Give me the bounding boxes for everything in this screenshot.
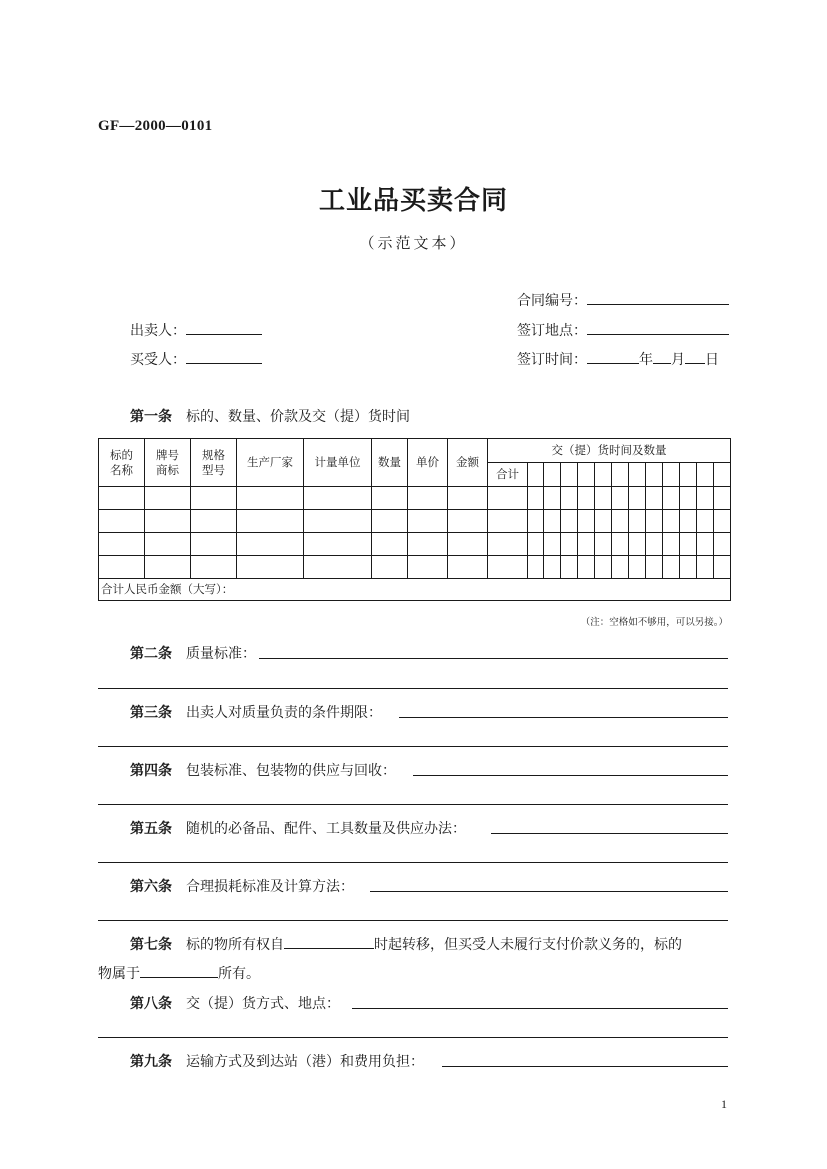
article-2-blank[interactable]: [259, 658, 728, 659]
table-cell[interactable]: [697, 510, 714, 533]
article-4: [130, 760, 396, 780]
table-cell[interactable]: [448, 487, 488, 510]
table-cell: [680, 463, 697, 487]
table-cell[interactable]: [544, 510, 561, 533]
article-4-text: 包装标准、包装物的供应与回收：: [186, 763, 396, 779]
article-4-blank-line-2[interactable]: [98, 804, 728, 805]
article-5: [130, 818, 466, 838]
article-9: [130, 1051, 424, 1071]
table-cell: [578, 463, 595, 487]
article-8-blank[interactable]: [352, 1008, 728, 1009]
article-7-continued: [98, 963, 260, 983]
table-cell[interactable]: [646, 556, 663, 579]
table-cell[interactable]: [680, 533, 697, 556]
table-cell[interactable]: [697, 487, 714, 510]
table-cell[interactable]: [448, 510, 488, 533]
table-cell[interactable]: [304, 533, 372, 556]
table-cell[interactable]: [629, 487, 646, 510]
table-cell[interactable]: [191, 556, 237, 579]
header-name: 标的 名称: [99, 439, 145, 487]
table-cell[interactable]: [528, 533, 544, 556]
table-cell[interactable]: [544, 556, 561, 579]
seller-field: [130, 320, 262, 340]
contract-number-blank[interactable]: [587, 290, 729, 305]
article-6-number: 第六条: [130, 879, 172, 895]
total-rmb-row[interactable]: 合计人民币金额（大写）：: [99, 579, 731, 601]
table-cell[interactable]: [561, 510, 578, 533]
article-2-number: 第二条: [130, 646, 172, 662]
table-cell[interactable]: [663, 556, 680, 579]
table-cell[interactable]: [578, 556, 595, 579]
table-cell[interactable]: [191, 510, 237, 533]
article-6-blank[interactable]: [370, 891, 728, 892]
sign-place-label: 签订地点：: [517, 323, 587, 339]
table-cell[interactable]: [99, 556, 145, 579]
article-6-text: 合理损耗标准及计算方法：: [186, 879, 354, 895]
month-label: 月: [671, 352, 685, 368]
article-1: [130, 406, 410, 426]
table-cell[interactable]: [663, 487, 680, 510]
table-cell: [561, 463, 578, 487]
table-cell[interactable]: [663, 533, 680, 556]
article-7-text-1: 标的物所有权自: [186, 937, 284, 953]
table-cell[interactable]: [595, 556, 612, 579]
table-cell[interactable]: [372, 487, 408, 510]
table-cell[interactable]: [408, 510, 448, 533]
table-cell[interactable]: [612, 510, 629, 533]
table-cell[interactable]: [561, 533, 578, 556]
table-cell[interactable]: [528, 487, 544, 510]
buyer-label: 买受人：: [130, 352, 186, 368]
article-1-text: 标的、数量、价款及交（提）货时间: [186, 409, 410, 425]
article-4-number: 第四条: [130, 763, 172, 779]
table-cell[interactable]: [372, 556, 408, 579]
table-cell: [663, 463, 680, 487]
buyer-field: [130, 349, 262, 369]
article-6-blank-line-2[interactable]: [98, 920, 728, 921]
table-row: [99, 556, 731, 579]
table-cell[interactable]: [145, 487, 191, 510]
table-cell[interactable]: [408, 556, 448, 579]
table-cell[interactable]: [237, 556, 304, 579]
article-7: [130, 934, 682, 954]
article-5-text: 随机的必备品、配件、工具数量及供应办法：: [186, 821, 466, 837]
article-7-text-4: 所有。: [218, 966, 260, 982]
sign-day-blank[interactable]: [685, 349, 705, 364]
seller-blank[interactable]: [186, 320, 262, 335]
article-1-number: 第一条: [130, 409, 172, 425]
seller-label: 出卖人：: [130, 323, 186, 339]
table-cell[interactable]: [612, 556, 629, 579]
table-cell: [697, 463, 714, 487]
table-cell[interactable]: [528, 510, 544, 533]
day-label: 日: [705, 352, 719, 368]
article-8: [130, 993, 340, 1013]
header-amount: 金额: [448, 439, 488, 487]
table-cell[interactable]: [680, 510, 697, 533]
table-cell[interactable]: [528, 556, 544, 579]
table-cell[interactable]: [191, 487, 237, 510]
header-price: 单价: [408, 439, 448, 487]
table-cell[interactable]: [629, 533, 646, 556]
table-cell[interactable]: [145, 510, 191, 533]
table-cell[interactable]: [304, 510, 372, 533]
table-row: [99, 487, 731, 510]
table-cell[interactable]: [595, 487, 612, 510]
article-5-blank[interactable]: [491, 833, 728, 834]
table-cell[interactable]: [237, 533, 304, 556]
article-3-number: 第三条: [130, 705, 172, 721]
article-9-text: 运输方式及到达站（港）和费用负担：: [186, 1054, 424, 1070]
goods-table: [98, 438, 731, 601]
table-cell[interactable]: [714, 533, 731, 556]
article-3-blank-line-2[interactable]: [98, 746, 728, 747]
table-cell[interactable]: [99, 533, 145, 556]
article-8-blank-line-2[interactable]: [98, 1037, 728, 1038]
article-5-blank-line-2[interactable]: [98, 862, 728, 863]
article-9-number: 第九条: [130, 1054, 172, 1070]
table-cell[interactable]: [578, 510, 595, 533]
sign-time-label: 签订时间：: [517, 352, 587, 368]
table-cell[interactable]: [408, 487, 448, 510]
article-7-number: 第七条: [130, 937, 172, 953]
standard-code: GF—2000—0101: [98, 118, 213, 134]
table-cell[interactable]: [663, 510, 680, 533]
buyer-blank[interactable]: [186, 349, 262, 364]
table-cell: [544, 463, 561, 487]
table-cell: [714, 463, 731, 487]
article-7-owner-blank[interactable]: [140, 963, 218, 978]
table-cell[interactable]: [99, 510, 145, 533]
table-row: [99, 510, 731, 533]
table-cell[interactable]: [544, 533, 561, 556]
contract-number-field: [517, 290, 729, 310]
table-cell[interactable]: [714, 510, 731, 533]
table-cell[interactable]: [646, 510, 663, 533]
article-7-transfer-time-blank[interactable]: [284, 934, 374, 949]
table-cell[interactable]: [448, 556, 488, 579]
table-cell[interactable]: [372, 533, 408, 556]
table-cell[interactable]: [145, 533, 191, 556]
header-manufacturer: 生产厂家: [237, 439, 304, 487]
table-cell[interactable]: [408, 533, 448, 556]
article-2: [130, 643, 256, 663]
table-cell[interactable]: [578, 533, 595, 556]
sign-time-field: [517, 349, 719, 369]
table-cell[interactable]: [697, 556, 714, 579]
article-2-blank-line-2[interactable]: [98, 688, 728, 689]
table-cell[interactable]: [448, 533, 488, 556]
article-7-text-2: 时起转移，但买受人未履行支付价款义务的，标的: [374, 937, 682, 953]
header-spec: 规格 型号: [191, 439, 237, 487]
table-cell[interactable]: [304, 487, 372, 510]
table-cell[interactable]: [646, 533, 663, 556]
table-cell[interactable]: [488, 487, 528, 510]
table-cell[interactable]: [488, 510, 528, 533]
article-6: [130, 876, 354, 896]
table-cell[interactable]: [488, 556, 528, 579]
article-8-number: 第八条: [130, 996, 172, 1012]
header-quantity: 数量: [372, 439, 408, 487]
article-4-blank[interactable]: [413, 775, 728, 776]
table-cell[interactable]: [237, 510, 304, 533]
article-9-blank[interactable]: [442, 1066, 728, 1067]
table-cell[interactable]: [561, 556, 578, 579]
table-cell[interactable]: [561, 487, 578, 510]
table-cell[interactable]: [595, 533, 612, 556]
document-title: 工业品买卖合同: [318, 186, 508, 216]
table-cell[interactable]: [612, 533, 629, 556]
table-cell[interactable]: [191, 533, 237, 556]
sign-year-blank[interactable]: [587, 349, 639, 364]
table-cell[interactable]: [544, 487, 561, 510]
table-cell[interactable]: [629, 510, 646, 533]
table-cell: [528, 463, 544, 487]
header-unit: 计量单位: [304, 439, 372, 487]
table-cell[interactable]: [697, 533, 714, 556]
sign-place-field: [517, 320, 729, 340]
year-label: 年: [639, 352, 653, 368]
table-cell[interactable]: [680, 487, 697, 510]
document-subtitle: （示范文本）: [359, 234, 468, 252]
table-cell: [646, 463, 663, 487]
table-cell[interactable]: [372, 510, 408, 533]
contract-number-label: 合同编号：: [517, 293, 587, 309]
table-cell[interactable]: [488, 533, 528, 556]
header-delivery: 交（提）货时间及数量: [488, 439, 731, 463]
table-cell[interactable]: [629, 556, 646, 579]
article-3-blank[interactable]: [399, 717, 728, 718]
header-total: 合计: [488, 463, 528, 487]
table-row: [99, 533, 731, 556]
table-cell[interactable]: [99, 487, 145, 510]
article-2-text: 质量标准：: [186, 646, 256, 662]
header-brand: 牌号 商标: [145, 439, 191, 487]
table-note: （注：空格如不够用，可以另接。）: [580, 617, 728, 628]
article-5-number: 第五条: [130, 821, 172, 837]
table-cell[interactable]: [612, 487, 629, 510]
table-cell: [612, 463, 629, 487]
table-cell[interactable]: [578, 487, 595, 510]
article-3-text: 出卖人对质量负责的条件期限：: [186, 705, 382, 721]
table-cell: [629, 463, 646, 487]
sign-month-blank[interactable]: [653, 349, 671, 364]
article-3: [130, 702, 382, 722]
table-cell[interactable]: [145, 556, 191, 579]
table-cell[interactable]: [680, 556, 697, 579]
table-cell[interactable]: [304, 556, 372, 579]
sign-place-blank[interactable]: [587, 320, 729, 335]
table-cell[interactable]: [714, 487, 731, 510]
article-7-text-3: 物属于: [98, 966, 140, 982]
table-cell[interactable]: [237, 487, 304, 510]
table-cell[interactable]: [595, 510, 612, 533]
page-number: 1: [721, 1097, 727, 1111]
table-cell[interactable]: [646, 487, 663, 510]
table-cell: [595, 463, 612, 487]
article-8-text: 交（提）货方式、地点：: [186, 996, 340, 1012]
table-cell[interactable]: [714, 556, 731, 579]
